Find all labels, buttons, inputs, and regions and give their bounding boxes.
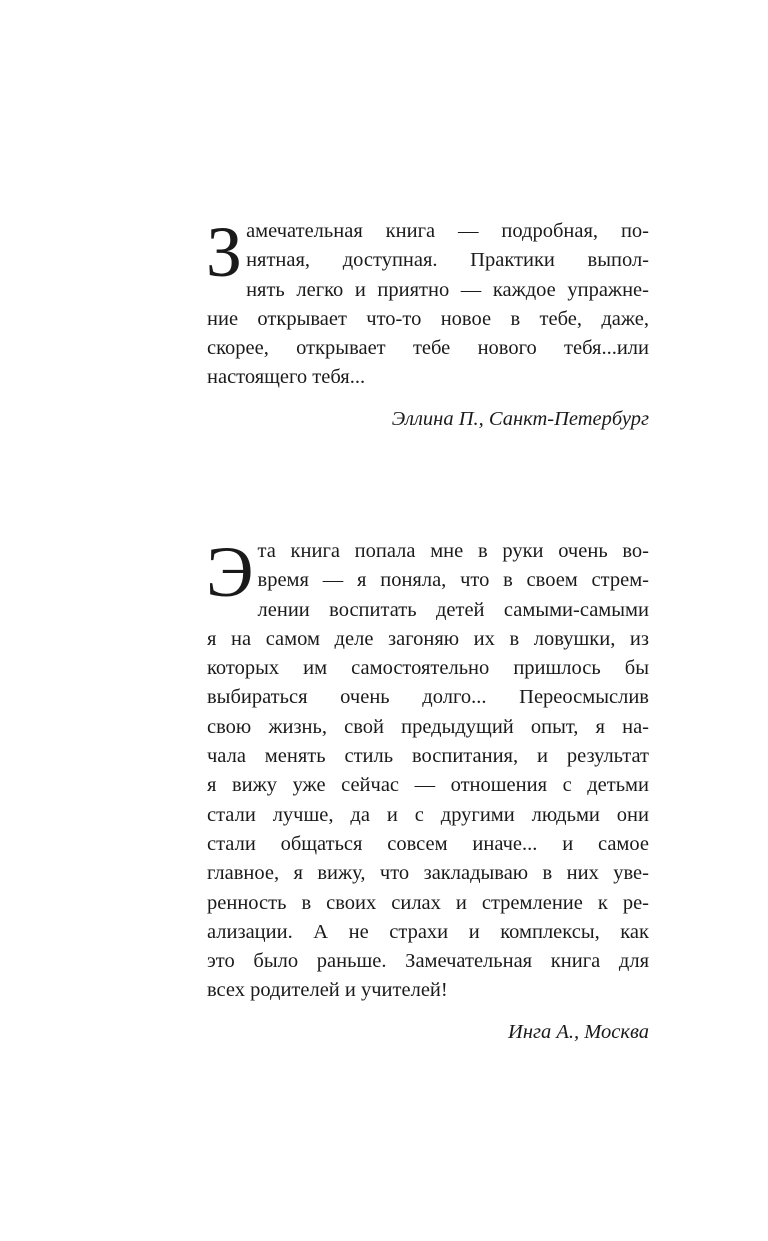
text-line: нятная, доступная. Практики выпол- bbox=[246, 249, 649, 272]
text-line: я вижу уже сейчас — отношения с детьми bbox=[207, 774, 649, 797]
text-line: ализации. А не страхи и комплексы, как bbox=[207, 920, 649, 943]
text-line: выбираться очень долго... Переосмыслив bbox=[207, 686, 649, 709]
text-line: всех родителей и учителей! bbox=[207, 979, 448, 1002]
text-line: лении воспитать детей самыми-самыми bbox=[257, 598, 649, 621]
drop-cap: Э bbox=[206, 532, 254, 612]
text-line: которых им самостоятельно пришлось бы bbox=[207, 657, 649, 680]
text-line: я на самом деле загоняю их в ловушки, из bbox=[207, 627, 649, 650]
text-line: стали лучше, да и с другими людьми они bbox=[207, 803, 649, 826]
drop-cap: З bbox=[206, 212, 243, 292]
testimonial-text bbox=[206, 212, 649, 393]
testimonial-1 bbox=[206, 212, 649, 434]
testimonial-text bbox=[206, 532, 649, 1006]
testimonial-signature: Инга А., Москва bbox=[508, 1020, 649, 1043]
text-line: нять легко и приятно — каждое упражне- bbox=[246, 278, 649, 301]
text-line: свою жизнь, свой предыдущий опыт, я на- bbox=[207, 715, 649, 738]
text-line: это было раньше. Замечательная книга для bbox=[207, 950, 649, 973]
text-line: амечательная книга — подробная, по- bbox=[246, 220, 649, 242]
text-line: настоящего тебя... bbox=[207, 366, 366, 389]
text-line: скорее, открывает тебе нового тебя...или bbox=[207, 337, 649, 360]
testimonial-signature: Эллина П., Санкт-Петербург bbox=[391, 407, 649, 430]
text-line: чала менять стиль воспитания, и результат bbox=[207, 745, 649, 768]
text-line: стали общаться совсем иначе... и самое bbox=[207, 832, 649, 855]
text-line: ние открывает что-то новое в тебе, даже, bbox=[207, 307, 649, 330]
text-line: время — я поняла, что в своем стрем- bbox=[257, 569, 649, 592]
text-line: ренность в своих силах и стремление к ре- bbox=[207, 891, 649, 914]
testimonial-2 bbox=[206, 532, 649, 1047]
text-line: главное, я вижу, что закладываю в них уве- bbox=[207, 862, 649, 885]
text-line: та книга попала мне в руки очень во- bbox=[257, 540, 649, 562]
